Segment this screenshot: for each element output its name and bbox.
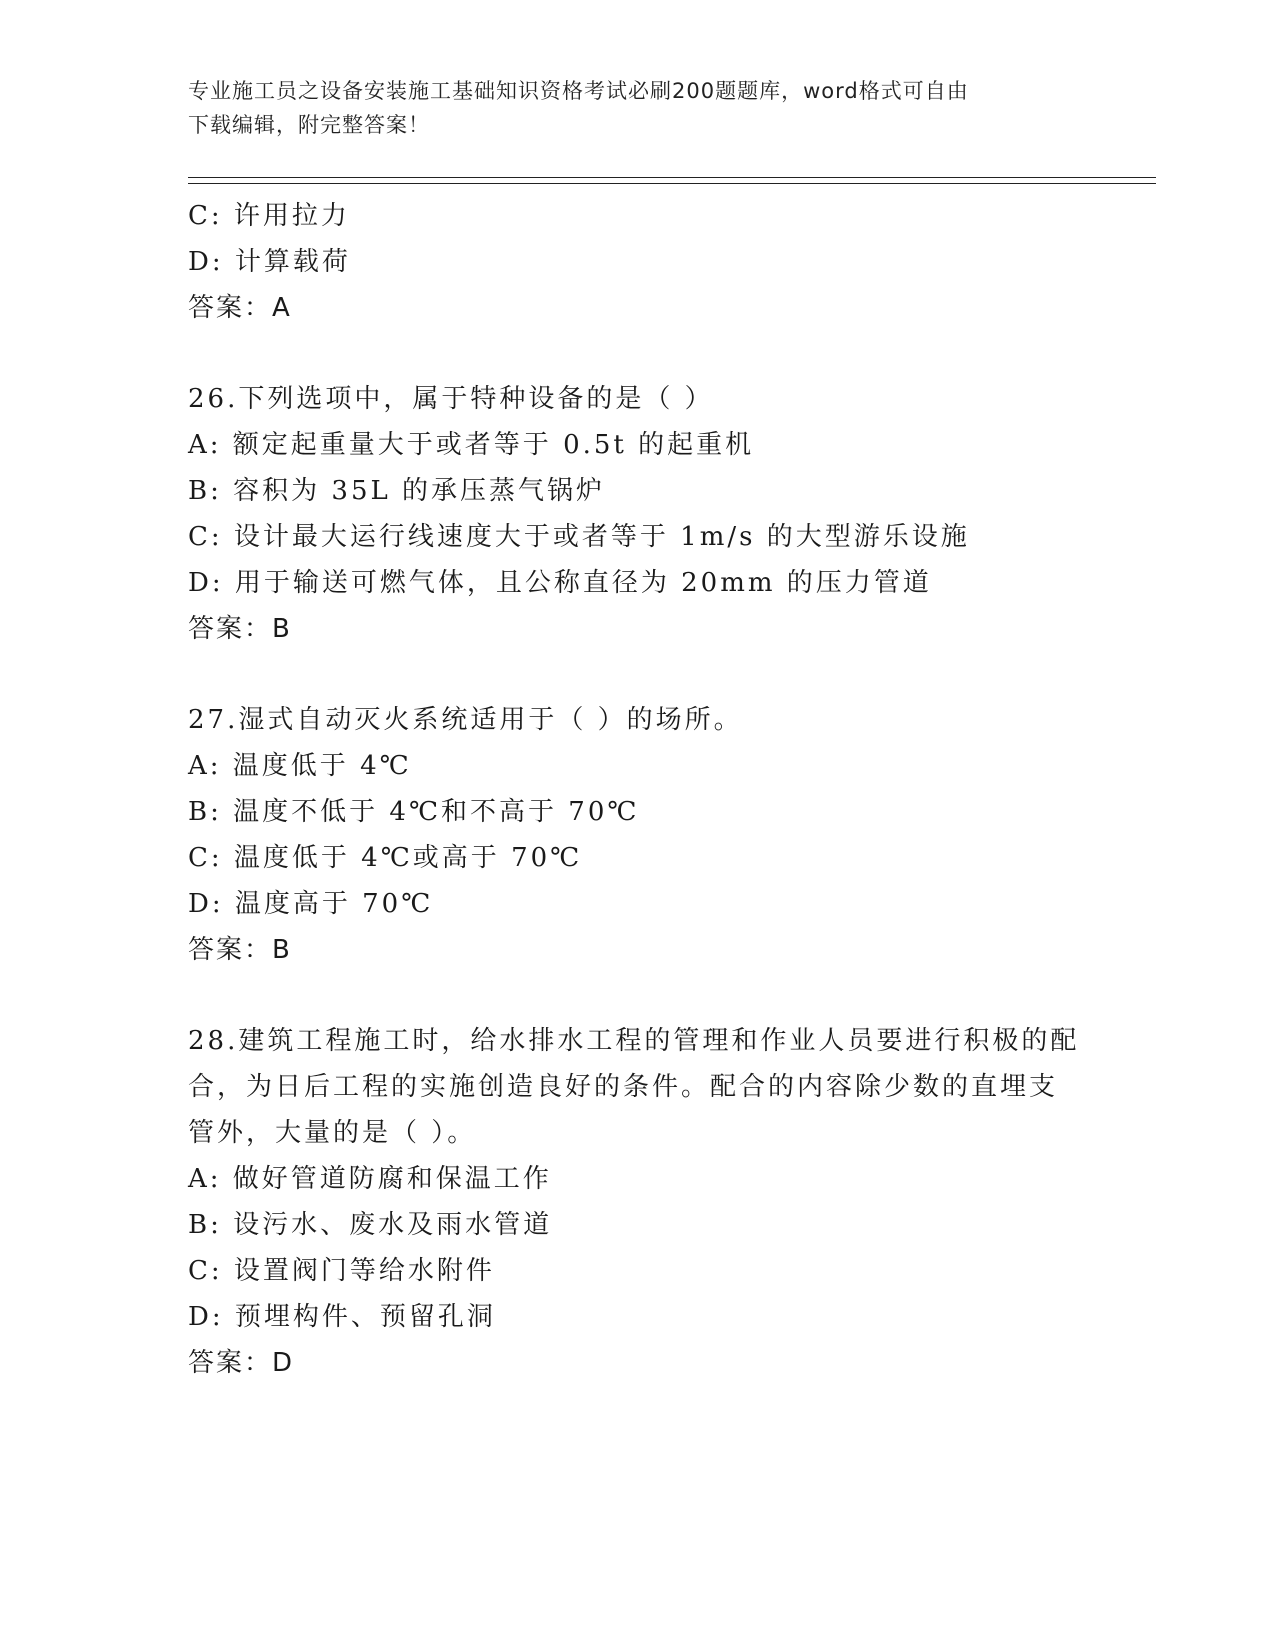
- question-27-answer: 答案：B: [188, 935, 292, 965]
- question-26-option-a: A: 额定起重量大于或者等于 0.5t 的起重机: [188, 430, 755, 460]
- header-divider-top: [188, 177, 1156, 178]
- option-d: D: 计算载荷: [188, 247, 351, 277]
- question-28-option-c: C: 设置阀门等给水附件: [188, 1256, 495, 1286]
- spacer: [188, 331, 1108, 376]
- question-27-option-a: A: 温度低于 4℃: [188, 751, 412, 781]
- question-26-stem: 26.下列选项中，属于特种设备的是（ ）: [188, 384, 714, 414]
- question-28-option-d: D: 预埋构件、预留孔洞: [188, 1302, 496, 1332]
- question-28-stem-line-1: 28.建筑工程施工时，给水排水工程的管理和作业人员要进行积极的配: [188, 1026, 1080, 1056]
- question-28-answer: 答案：D: [188, 1348, 295, 1378]
- header-line-2: 下载编辑，附完整答案！: [188, 113, 430, 137]
- question-28-option-b: B: 设污水、废水及雨水管道: [188, 1210, 553, 1240]
- question-28-stem-line-2: 合，为日后工程的实施创造良好的条件。配合的内容除少数的直埋支: [188, 1072, 1059, 1102]
- header-divider-bottom: [188, 183, 1156, 184]
- question-26-option-b: B: 容积为 35L 的承压蒸气锅炉: [188, 476, 606, 506]
- question-26-answer: 答案：B: [188, 614, 292, 644]
- question-27-stem: 27.湿式自动灭火系统适用于（ ）的场所。: [188, 705, 743, 735]
- option-c: C: 许用拉力: [188, 201, 350, 231]
- document-header: [188, 74, 1068, 142]
- spacer: [188, 652, 1108, 697]
- answer-line: 答案：A: [188, 293, 292, 323]
- question-26-option-c: C: 设计最大运行线速度大于或者等于 1m/s 的大型游乐设施: [188, 522, 970, 552]
- question-28-stem-line-3: 管外，大量的是（ ）。: [188, 1118, 477, 1148]
- question-27-option-b: B: 温度不低于 4℃和不高于 70℃: [188, 797, 640, 827]
- question-28-option-a: A: 做好管道防腐和保温工作: [188, 1164, 552, 1194]
- question-content: [188, 193, 1108, 1386]
- question-27-option-c: C: 温度低于 4℃或高于 70℃: [188, 843, 583, 873]
- spacer: [188, 973, 1108, 1018]
- question-27-option-d: D: 温度高于 70℃: [188, 889, 434, 919]
- header-line-1: 专业施工员之设备安装施工基础知识资格考试必刷200题题库，word格式可自由: [188, 79, 969, 103]
- question-26-option-d: D: 用于输送可燃气体，且公称直径为 20mm 的压力管道: [188, 568, 932, 598]
